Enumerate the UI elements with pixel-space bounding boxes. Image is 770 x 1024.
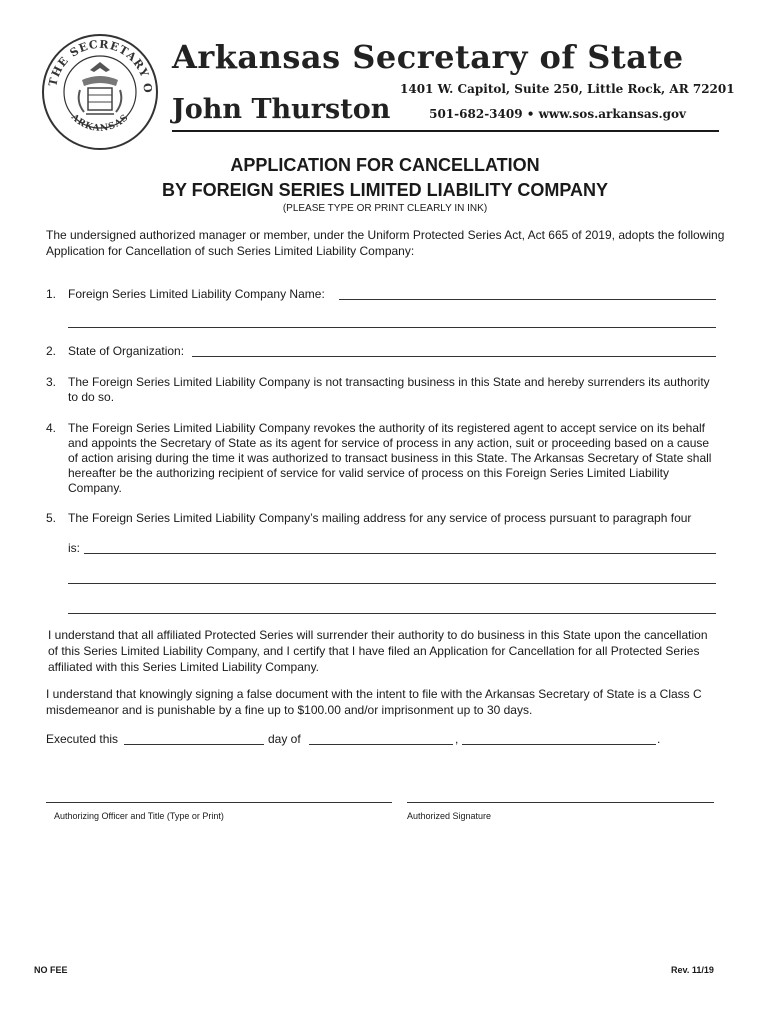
organization-title: Arkansas Secretary of State (172, 38, 684, 76)
svg-text:SEAL OF THE SECRETARY OF STATE (40, 32, 154, 94)
mailing-address-field-line-3[interactable] (68, 613, 716, 614)
revision-note: Rev. 11/19 (671, 965, 714, 975)
false-document-statement: I understand that knowingly signing a false document with the intent to file with the Arkansas Secretary of State is a Class C misdemeanor and is punishable by a fine up to $100.00 and/or imprisonment up to 30 days. (46, 687, 702, 717)
executed-day-of-label: day of (268, 732, 301, 746)
item-4-number: 4. (46, 421, 57, 435)
item-4-text: The Foreign Series Limited Liability Company revokes the authority of its registered agent to accept service on its behalf and appoints the Secretary of State as its agent for service of process in any action, suit or proceeding based on a cause of action arising during the time it was authorized to transact business in this State. The Arkansas Secretary of State shall hereafter be the authorizing recipient of service for valid service of process on this Foreign Series Limited Liability Company. (68, 421, 712, 495)
item-1-label: Foreign Series Limited Liability Company Name: (68, 287, 325, 301)
intro-paragraph: The undersigned authorized manager or member, under the Uniform Protected Series Act, Act 665 of 2019, adopts the following Application for Cancellation of such Series Limited Liability Company: (46, 228, 725, 258)
state-of-organization-field[interactable] (192, 356, 716, 357)
mailing-address-field-line-2[interactable] (68, 583, 716, 584)
item-5-label: is: (68, 541, 80, 555)
form-title-line-1: APPLICATION FOR CANCELLATION (230, 155, 540, 175)
company-name-field[interactable] (339, 299, 716, 300)
item-5-number: 5. (46, 511, 57, 525)
mailing-address-field[interactable] (84, 553, 716, 554)
executed-day-field[interactable] (124, 744, 264, 745)
executed-month-field[interactable] (309, 744, 453, 745)
executed-period: . (657, 732, 661, 746)
office-contact: 501-682-3409 • www.sos.arkansas.gov (429, 107, 686, 121)
item-3-number: 3. (46, 375, 57, 389)
header-divider (172, 130, 719, 132)
authorizing-officer-field[interactable] (46, 802, 392, 803)
seal-top-text: THE SECRETARY O (46, 37, 155, 95)
item-1-number: 1. (46, 287, 57, 301)
company-name-field-line-2[interactable] (68, 327, 716, 328)
svg-text:ARKANSAS (68, 112, 131, 134)
seal-bottom-text: ARKANSAS (68, 112, 132, 134)
form-instruction: (PLEASE TYPE OR PRINT CLEARLY IN INK) (282, 203, 488, 214)
executed-year-field[interactable] (462, 744, 656, 745)
item-5-text: The Foreign Series Limited Liability Company’s mailing address for any service of process pursuant to paragraph four (68, 511, 692, 525)
affiliated-series-statement: I understand that all affiliated Protected Series will surrender their authority to do business in this State upon the cancellation of this Series Limited Liability Company, and I certify that I have filed an Application for Cancellation for all Protected Series affiliated with this Series Limited Liability Company. (48, 628, 708, 674)
officer-name: John Thurston (172, 94, 391, 125)
office-address: 1401 W. Capitol, Suite 250, Little Rock, AR 72201 (400, 82, 735, 96)
authorized-signature-field[interactable] (407, 802, 714, 803)
executed-comma: , (455, 732, 459, 746)
item-2-label: State of Organization: (68, 344, 185, 358)
item-2-number: 2. (46, 344, 57, 358)
executed-prefix: Executed this (46, 732, 119, 746)
item-3-text: The Foreign Series Limited Liability Company is not transacting business in this State and hereby surrenders its authority to do so. (68, 375, 710, 404)
fee-note: NO FEE (34, 965, 68, 975)
state-seal-icon (40, 32, 160, 152)
authorizing-officer-label: Authorizing Officer and Title (Type or Print) (54, 811, 224, 821)
form-title-line-2: BY FOREIGN SERIES LIMITED LIABILITY COMPANY (161, 180, 609, 200)
authorized-signature-label: Authorized Signature (407, 811, 492, 821)
